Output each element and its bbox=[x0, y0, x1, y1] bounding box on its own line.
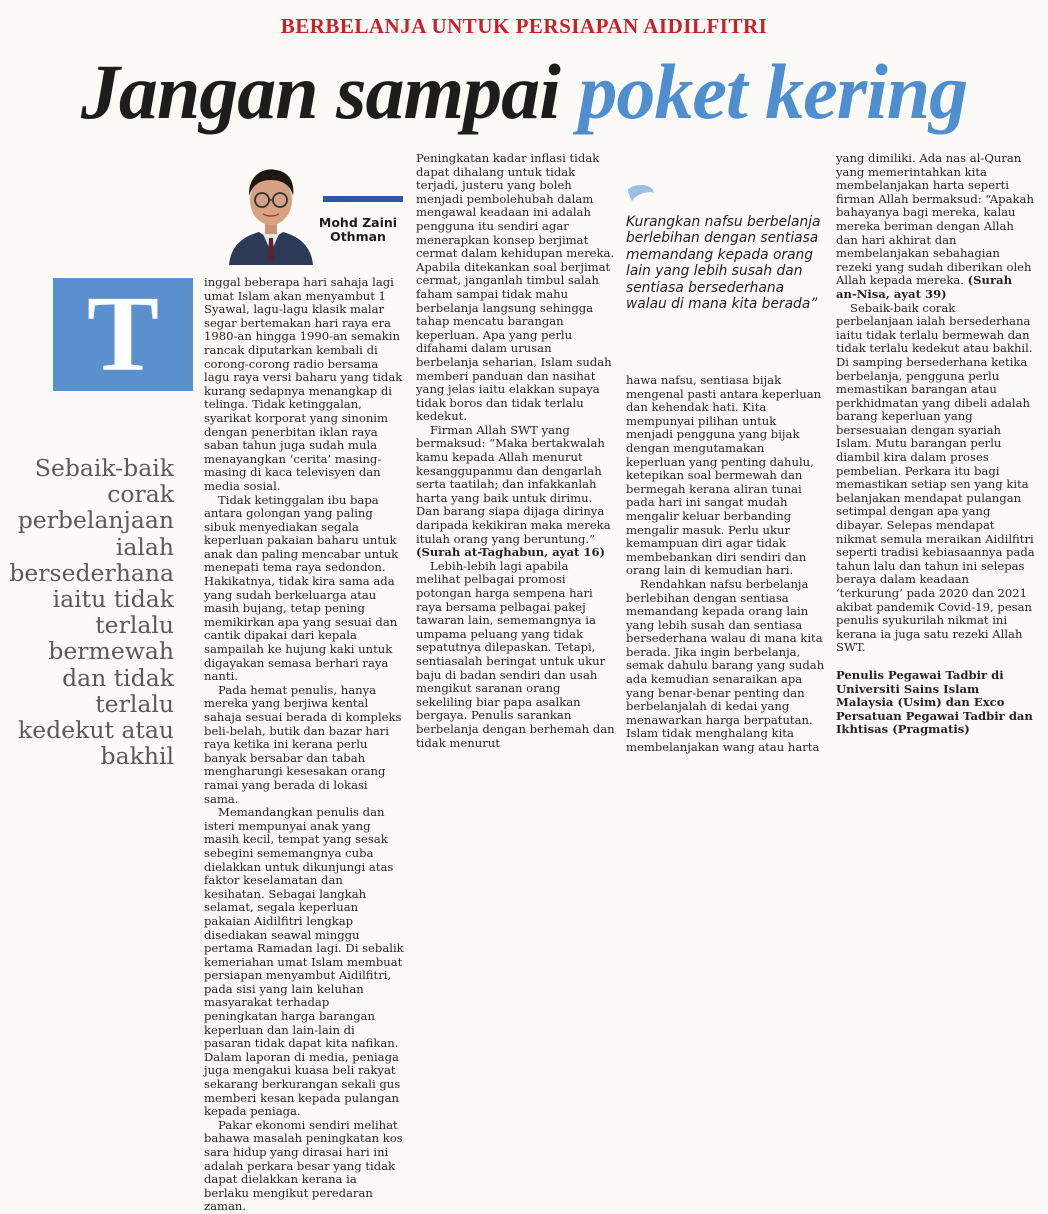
paragraph: Pakar ekonomi sendiri melihat bahawa masalah peningkatan kos sara hidup yang dirasai hari ini adalah perkara besar yang tidak dapat dielakkan kerana ia berlaku mengikut peredaran zaman. bbox=[204, 1117, 403, 1214]
column-1 bbox=[204, 276, 404, 1214]
paragraph: Peningkatan kadar inflasi tidak dapat dihalang untuk tidak terjadi, justeru yang boleh menjadi pembolehubah dalam mengawal keadaan ini adalah pengguna itu sendiri agar menerapkan konsep berjimat cermat dalam kehidupan mereka. Apabila ditekankan soal berjimat cermat, janganlah timbul salah faham sampai tidak mahu berbelanja langsung sehingga tahap mencatu barangan keperluan. Apa yang perlu difahami dalam urusan berbelanja seharian, Islam sudah memberi panduan dan nasihat yang jelas iaitu elakkan supaya tidak boros dan tidak terlalu kedekut. bbox=[416, 151, 615, 424]
verse-citation bbox=[416, 546, 616, 560]
pull-quote: Kurangkan nafsu berbelanja berlebihan dengan sentiasa memandang kepada orang lain yang lebih susah dan sentiasa bersederhana walau di mana kita berada” bbox=[626, 214, 821, 313]
paragraph: hawa nafsu, sentiasa bijak mengenal pasti antara keperluan dan kehendak hati. Kita mempunyai pilihan untuk menjadi pengguna yang bijak dengan mengutamakan keperluan yang penting dahulu, ketepikan soal bermewah dan bermegah kerana aliran tunai pada hari ini sangat mudah mengalir keluar berbanding mengalir masuk. Perlu ukur kemampuan diri agar tidak membebankan diri sendiri dan orang lain di kemudian hari. bbox=[626, 373, 822, 578]
paragraph-text: yang dimiliki. Ada nas al-Quran yang memerintahkan kita membelanjakan harta seperti firman Allah bermaksud: “Apakah bahayanya bagi mereka, kalau mereka beriman dengan Allah dan hari akhirat dan membelanjakan sebahagian rezeki yang sudah diberikan oleh Allah kepada mereka. bbox=[836, 151, 1034, 288]
byline-bar bbox=[323, 196, 403, 202]
author-byline bbox=[203, 160, 403, 265]
kicker: BERBELANJA UNTUK PERSIAPAN AIDILFITRI bbox=[280, 14, 768, 38]
author-bio-text: Penulis Pegawai Tadbir di Universiti Sains Islam Malaysia (Usim) dan Exco Persatuan Pegawai Tadbir dan Ikhtisas (Pragmatis) bbox=[836, 667, 1033, 737]
headline-part-2: poket kering bbox=[578, 48, 968, 135]
paragraph: Pada hemat penulis, hanya mereka yang berjiwa kental sahaja sesuai berada di kompleks beli-belah, butik dan bazar hari raya ketika ini kerana perlu banyak bersabar dan tabah mengharungi kesesakan orang ramai yang berada di lokasi sama. bbox=[204, 682, 402, 806]
paragraph: Rendahkan nafsu berbelanja berlebihan dengan sentiasa memandang kepada orang lain yang lebih susah dan sentiasa bersederhana walau di mana kita berada. Jika ingin berbelanja, semak dahulu barang yang sudah ada kemudian senaraikan apa yang benar-benar penting dan berbelanjalah di kedai yang menawarkan harga berpatutan. Islam tidak menghalang kita membelanjakan wang atau harta bbox=[626, 576, 825, 755]
column-4 bbox=[836, 152, 1036, 737]
headline-part-1: Jangan sampai bbox=[80, 48, 579, 135]
paragraph: Memandangkan penulis dan isteri mempunyai anak yang masih kecil, tempat yang sesak sebegini sememangnya cuba dielakkan untuk dikunjungi atas faktor keselamatan dan kesihatan. Sebagai langkah selamat, segala keperluan pakaian Aidilfitri lengkap disediakan seawal minggu pertama Ramadan lagi. Di sebalik kemeriahan umat Islam membuat persiapan menyambut Aidilfitri, pada sisi yang lain keluhan masyarakat terhadap peningkatan harga barangan keperluan dan lain-lain di pasaran tidak dapat kita nafikan. Dalam laporan di media, peniaga juga mengakui kuasa beli rakyat sekarang berkurangan sekali gus memberi kesan kepada pulangan kepada peniaga. bbox=[204, 805, 404, 1119]
side-pull-quote: Sebaik-baik corak perbelanjaan ialah bersederhana iaitu tidak terlalu bermewah dan tidak terlalu kedekut atau bakhil bbox=[9, 454, 174, 771]
paragraph: inggal beberapa hari sahaja lagi umat Islam akan menyambut 1 Syawal, lagu-lagu klasik malar segar bertemakan hari raya era 1980-an hingga 1990-an semakin rancak diputarkan kembali di corong-corong radio bersama lagu raya versi baharu yang tidak kurang sedapnya menangkap di telinga. Tidak ketinggalan, syarikat korporat yang sinonim dengan penerbitan iklan raya saban tahun juga sudah mula menayangkan ‘cerita’ masing-masing di kaca televisyen dan media sosial. bbox=[204, 275, 403, 493]
paragraph bbox=[836, 152, 1036, 302]
quote-mark-icon bbox=[626, 185, 656, 205]
paragraph: Tidak ketinggalan ibu bapa antara golongan yang paling sibuk menyediakan segala keperluan pakaian baharu untuk anak dan paling mencabar untuk menepati tema raya sedondon. Hakikatnya, tidak kira sama ada yang sudah berkeluarga atau masih bujang, tetap pening memikirkan apa yang sesuai dan cantik dipakai dari kepala sampailah ke hujung kaki untuk digayakan semasa berhari raya nanti. bbox=[204, 492, 399, 684]
author-name-line-2: Othman bbox=[330, 229, 386, 244]
author-name bbox=[313, 216, 403, 244]
paragraph: Firman Allah SWT yang bermaksud: “Maka bertakwalah kamu kepada Allah menurut kesanggupanmu dan dengarlah serta taatilah; dan infakkanlah harta yang baik untuk dirimu. Dan barang siapa dijaga dirinya daripada kekikiran maka mereka itulah orang yang beruntung.” bbox=[416, 422, 611, 546]
headline bbox=[0, 46, 1048, 138]
verse-citation: (Surah an-Nisa, ayat 39) bbox=[836, 273, 1013, 301]
verse-citation-text: (Surah at-Taghabun, ayat 16) bbox=[416, 545, 606, 560]
column-2 bbox=[416, 152, 616, 750]
column-3 bbox=[626, 374, 826, 755]
author-name-line-1: Mohd Zaini bbox=[318, 215, 398, 230]
paragraph: Lebih-lebih lagi apabila melihat pelbagai promosi potongan harga sempena hari raya bersama pelbagai pakej tawaran lain, sememangnya ia umpama peluang yang tidak sepatutnya dilepaskan. Tetapi, sentiasalah beringat untuk ukur baju di badan sendiri dan usah mengikut saranan orang sekeliling biar papa asalkan bergaya. Penulis sarankan berbelanja dengan berhemah dan tidak menurut bbox=[416, 558, 615, 750]
dropcap: T bbox=[53, 278, 193, 391]
author-bio bbox=[836, 669, 1036, 737]
paragraph: Sebaik-baik corak perbelanjaan ialah bersederhana iaitu tidak terlalu bermewah dan tidak terlalu kedekut atau bakhil. Di samping bersederhana ketika berbelanja, pengguna perlu memastikan barangan atau perkhidmatan yang dibeli adalah barang keperluan yang bersesuaian dengan syariah Islam. Mutu barangan perlu diambil kira dalam proses pembelian. Perkara itu bagi memastikan setiap sen yang kita belanjakan mendapat pulangan setimpal dengan apa yang dibayar. Selepas mendapat nikmat semula meraikan Aidilfitri seperti tradisi kebiasaannya pada tahun lalu dan tahun ini selepas beraya dalam keadaan ‘terkurung’ pada 2020 dan 2021 akibat pandemik Covid-19, pesan penulis syukurilah nikmat ini kerana ia juga satu rezeki Allah SWT. bbox=[836, 300, 1035, 655]
author-portrait bbox=[221, 160, 321, 265]
